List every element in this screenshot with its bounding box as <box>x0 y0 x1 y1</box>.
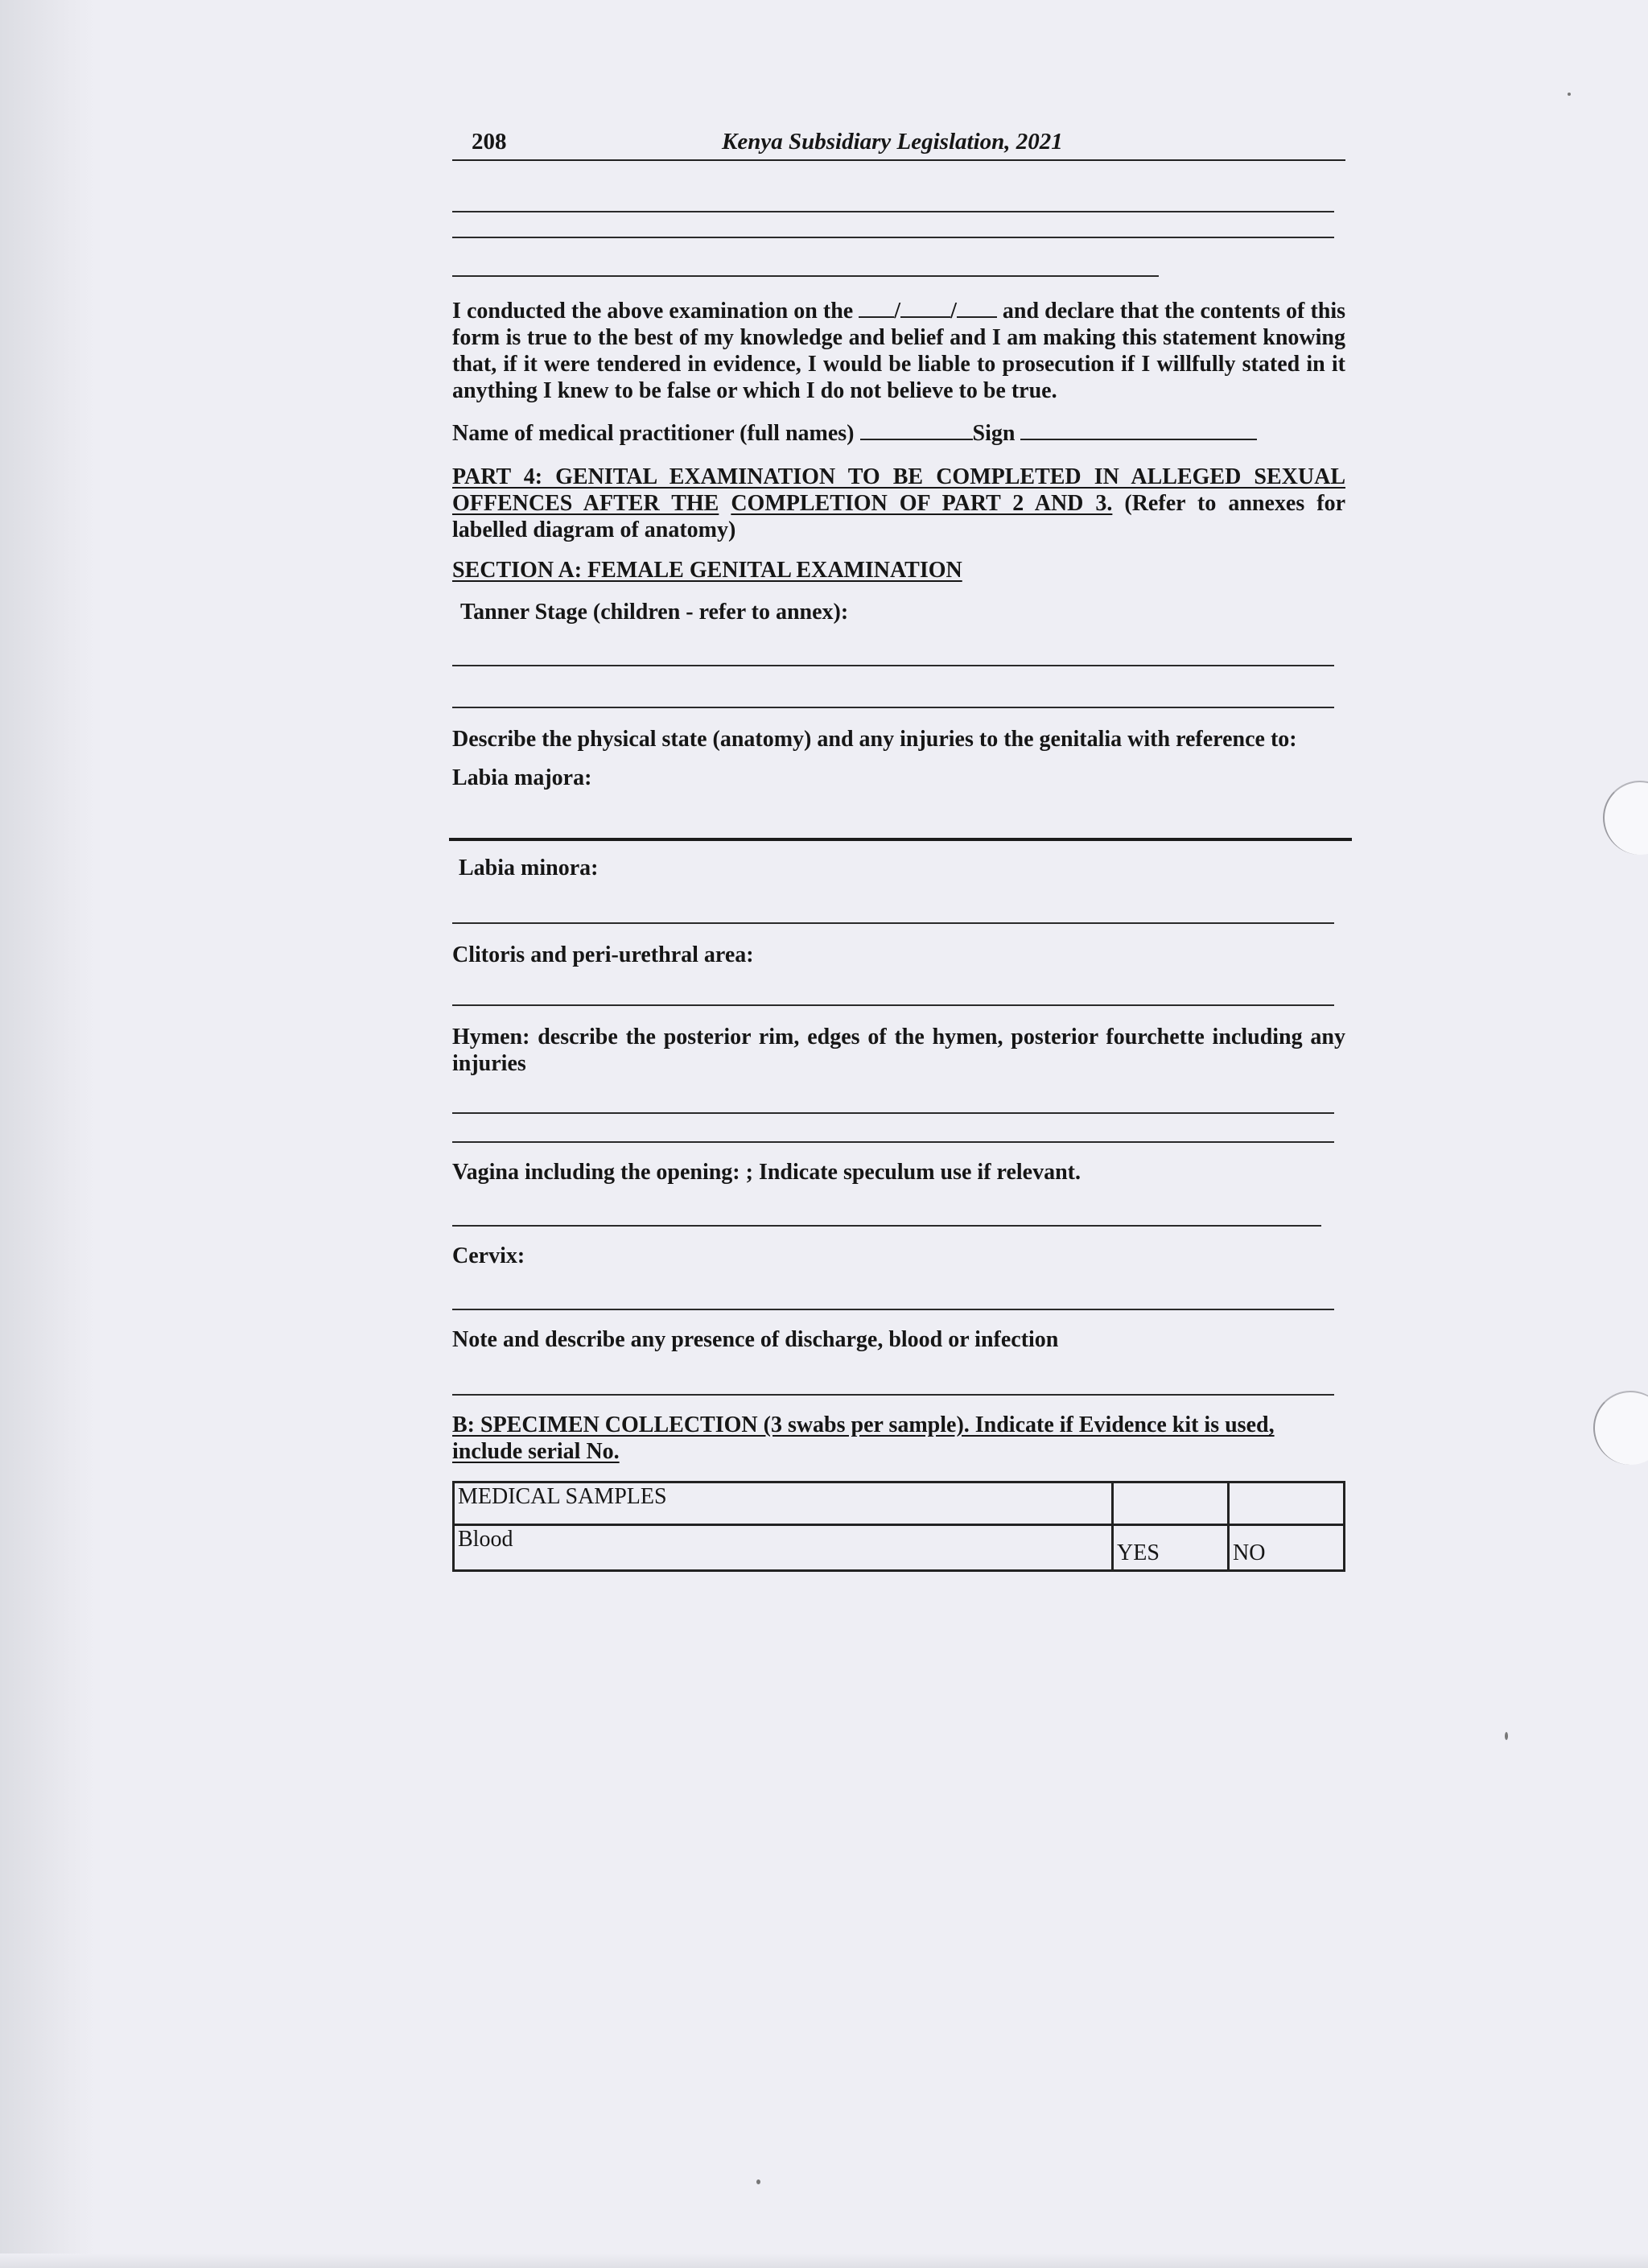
describe-text: Describe the physical state (anatomy) and any injuries to the genitalia with reference to: <box>452 727 1297 752</box>
date-month-field[interactable] <box>900 299 950 318</box>
scan-shadow-left <box>0 0 95 2268</box>
punch-hole-top <box>1603 781 1648 855</box>
cervix-label <box>452 1243 1345 1269</box>
tanner-stage-label <box>460 599 1353 625</box>
practitioner-line <box>452 420 1345 447</box>
hymen-text: Hymen: describe the posterior rim, edges of the hymen, posterior fourchette including any injuries <box>452 1025 1345 1076</box>
tanner-stage-field-2[interactable] <box>452 707 1334 708</box>
vagina-text: Vagina including the opening: ; Indicate speculum use if relevant. <box>452 1160 1081 1185</box>
sample-no-cell[interactable]: NO <box>1229 1525 1345 1571</box>
hymen-field[interactable] <box>452 1112 1334 1114</box>
blank-line <box>452 211 1334 212</box>
labia-majora-text: Labia majora: <box>452 765 592 790</box>
document-page <box>452 121 1346 1565</box>
cervix-field[interactable] <box>452 1309 1334 1310</box>
vagina-field[interactable] <box>452 1225 1321 1227</box>
punch-hole-bottom <box>1593 1391 1648 1465</box>
part4-heading-note: (Refer to annexes for labelled diagram of anatomy) <box>452 491 1346 542</box>
discharge-label <box>452 1326 1345 1353</box>
table-header-empty-cell <box>1229 1482 1345 1525</box>
clitoris-label <box>452 942 1345 968</box>
hymen-label <box>452 1024 1345 1077</box>
signature-field[interactable] <box>1020 421 1257 440</box>
describe-instruction <box>452 726 1345 753</box>
table-header-row <box>454 1482 1345 1525</box>
sample-yes-cell[interactable]: YES <box>1113 1525 1229 1571</box>
running-title: Kenya Subsidiary Legislation, 2021 <box>722 129 1063 155</box>
page-header <box>452 121 1345 161</box>
labia-majora-label <box>452 765 1345 791</box>
table-header-cell: MEDICAL SAMPLES <box>454 1482 1113 1525</box>
blank-line <box>452 275 1159 277</box>
section-a-title <box>452 557 1345 583</box>
vagina-label <box>452 1159 1345 1186</box>
declaration-paragraph: I conducted the above examination on the / / and declare that the contents of this form is true to the best of my knowledge and belief and I am making this statement knowing that, if it were tendered in evidence, I would be liable to prosecution if I willfully stated in it anything I knew to be false or which I do not believe to be true. <box>452 299 1346 403</box>
declaration-text: and declare that the contents of this form is true to the best of my knowledge and belief and I am making this statement knowing that, if it were tendered in evidence, I would be liable to prosecution if I willfully stated in it anything I knew to be false or which I do not believe to be true. <box>452 299 1346 403</box>
medical-samples-table <box>452 1481 1345 1572</box>
declaration-text: I conducted the above examination on the <box>452 299 854 324</box>
page-number: 208 <box>472 129 507 155</box>
part4-heading-text: PART 4: GENITAL EXAMINATION TO BE COMPLETED IN ALLEGED SEXUAL OFFENCES AFTER THE <box>452 464 1345 516</box>
sign-label: Sign <box>972 421 1016 446</box>
clitoris-field[interactable] <box>452 1004 1334 1006</box>
date-year-field[interactable] <box>957 299 997 318</box>
section-a-title-text: SECTION A: FEMALE GENITAL EXAMINATION <box>452 558 962 583</box>
discharge-text: Note and describe any presence of discharge, blood or infection <box>452 1327 1059 1352</box>
labia-minora-text: Labia minora: <box>459 856 599 880</box>
scan-speck <box>1505 1732 1508 1740</box>
blank-line <box>452 237 1334 238</box>
part4-heading-text: COMPLETION OF PART 2 AND 3. <box>731 491 1113 516</box>
part4-heading <box>452 464 1345 543</box>
tanner-stage-field[interactable] <box>452 665 1334 666</box>
section-b-title <box>452 1412 1345 1465</box>
discharge-field[interactable] <box>452 1394 1334 1396</box>
labia-minora-field[interactable] <box>452 922 1334 924</box>
section-b-title-text: B: SPECIMEN COLLECTION (3 swabs per sample). Indicate if Evidence kit is used, include serial No. <box>452 1412 1275 1464</box>
cervix-text: Cervix: <box>452 1243 525 1268</box>
practitioner-name-label: Name of medical practitioner (full names) <box>452 421 855 446</box>
hymen-field-2[interactable] <box>452 1141 1334 1143</box>
sample-label-cell: Blood <box>454 1525 1113 1571</box>
labia-majora-field[interactable] <box>449 838 1352 841</box>
date-day-field[interactable] <box>859 299 894 318</box>
scan-speck <box>756 2179 760 2184</box>
clitoris-text: Clitoris and peri-urethral area: <box>452 942 754 967</box>
table-header-empty-cell <box>1113 1482 1229 1525</box>
labia-minora-label <box>459 855 1352 881</box>
scan-shadow-bottom <box>0 2254 1648 2268</box>
table-row <box>454 1525 1345 1571</box>
practitioner-name-field[interactable] <box>860 421 973 440</box>
tanner-stage-text: Tanner Stage (children - refer to annex): <box>460 600 849 625</box>
scan-speck <box>1568 93 1571 96</box>
